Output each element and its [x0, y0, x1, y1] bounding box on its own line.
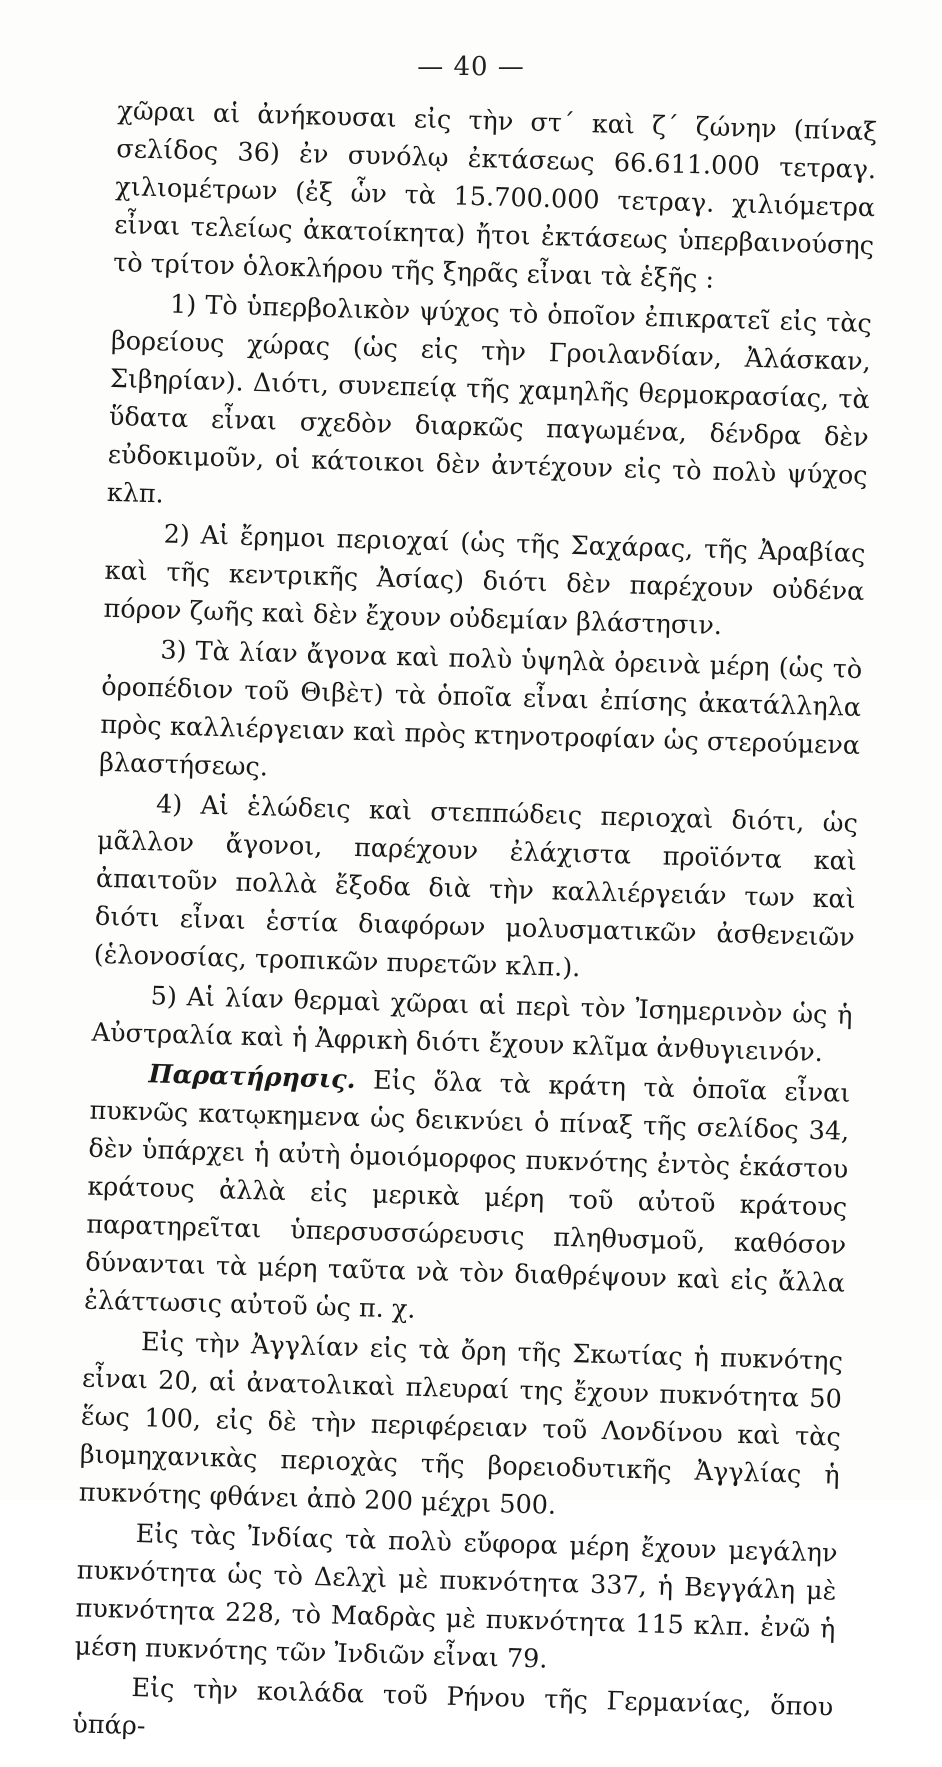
paragraph-item-2: 2) Αἱ ἔρημοι περιοχαί (ὡς τῆς Σαχάρας, τῆς Ἀραβίας καὶ τῆς κεντρικῆς Ἀσίας) διότι δὲν παρέχουν οὐδένα πόρον ζωῆς καὶ δὲν ἔχουν οὐδεμίαν βλάστησιν. — [103, 519, 866, 642]
paragraph-rhine: Εἰς τὴν κοιλάδα τοῦ Ρήνου τῆς Γερμανίας, ὅπου ὑπάρ- — [71, 1673, 834, 1742]
paragraph-continued: χῶραι αἱ ἀνήκουσαι εἰς τὴν στ´ καὶ ζ´ ζώνην (πίναξ σελίδος 36) ἐν συνόλῳ ἐκτάσεως 66.611.000 τετραγ. χιλιομέτρων (ἐξ ὧν τὰ 15.700.000 τετραγ. χιλιόμετρα εἶναι τελείως ἀκατοίκητα) ἤτοι ἐκτάσεως ὑπερβαινούσης τὸ τρίτον ὁλοκλήρου τῆς ξηρᾶς εἶναι τὰ ἑξῆς : — [112, 95, 878, 295]
paragraph-item-5: 5) Αἱ λίαν θερμαὶ χῶραι αἱ περὶ τὸν Ἰσημερινὸν ὡς ἡ Αὐστραλία καὶ ἡ Ἀφρικὴ διότι ἔχουν κλῖμα ἀνθυγιεινόν. — [91, 981, 853, 1069]
page-number: — 40 — — [417, 52, 525, 82]
remark-text: Εἰς ὅλα τὰ κράτη τὰ ὁποῖα εἶναι πυκνῶς κατῳκημενα ὡς δεικνύει ὁ πίναξ τῆς σελίδος 34, δὲν ὑπάρχει ἡ αὐτὴ ὁμοιόμορφος πυκνότης ἐντὸς ἑκάστου κράτους ἀλλὰ εἰς μερικὰ μέρη τοῦ αὐτοῦ κράτους παρατηρεῖται ὑπερσυσσώρευσις πληθυσμοῦ, καθόσον δύνανται τὰ μέρη ταῦτα νὰ τὸν διαθρέψουν καὶ εἰς ἄλλα ἐλάττωσις αὐτοῦ ὡς π. χ. — [83, 1065, 851, 1325]
body-text — [72, 92, 878, 1767]
remark-label: Παρατήρησις. — [148, 1059, 356, 1096]
paragraph-item-1: 1) Τὸ ὑπερβολικὸν ψύχος τὸ ὁποῖον ἐπικρατεῖ εἰς τὰς βορείους χώρας (ὡς εἰς τὴν Γροιλανδίαν, Ἀλάσκαν, Σιβηρίαν). Διότι, συνεπείᾳ τῆς χαμηλῆς θερμοκρασίας, τὰ ὕδατα εἶναι σχεδὸν διαρκῶς παγωμένα, δένδρα δὲν εὐδοκιμοῦν, οἱ κάτοικοι δὲν ἀντέχουν εἰς τὸ πολὺ ψύχος κλπ. — [106, 289, 873, 510]
paragraph-item-4: 4) Αἱ ἑλώδεις καὶ στεππώδεις περιοχαὶ διότι, ὡς μᾶλλον ἄγονοι, παρέχουν ἐλάχιστα προϊόντα καὶ ἀπαιτοῦν πολλὰ ἔξοδα διὰ τὴν καλλιέργειάν των καὶ διότι εἶναι ἑστία διαφόρων μολυσματικῶν ἀσθενειῶν (ἑλονοσίας, τροπικῶν πυρετῶν κλπ.). — [93, 789, 859, 984]
paragraph-item-3: 3) Τὰ λίαν ἄγονα καὶ πολὺ ὑψηλὰ ὀρεινὰ μέρη (ὡς τὸ ὀροπέδιον τοῦ Θιβὲτ) τὰ ὁποῖα εἶναι ἐπίσης ἀκατάλληλα πρὸς καλλιέργειαν καὶ πρὸς κτηνοτροφίαν ὡς στερούμενα βλαστήσεως. — [98, 635, 863, 783]
paragraph-india: Εἰς τὰς Ἰνδίας τὰ πολὺ εὔφορα μέρη ἔχουν μεγάλην πυκνότητα ὡς τὸ Δελχὶ μὲ πυκνότητα 337, ἡ Βεγγάλη μὲ πυκνότητα 228, τὸ Μαδρὰς μὲ πυκνότητα 115 κλπ. ἐνῶ ἡ μέση πυκνότης τῶν Ἰνδιῶν εἶναι 79. — [74, 1519, 838, 1675]
paragraph-england: Εἰς τὴν Ἀγγλίαν εἰς τὰ ὄρη τῆς Σκωτίας ἡ πυκνότης εἶναι 20, αἱ ἀνατολικαὶ πλευραί της ἔχουν πυκνότητα 50 ἕως 100, εἰς δὲ τὴν περιφέρειαν τοῦ Λονδίνου καὶ τὰς βιομηχανικὰς περιοχὰς τῆς βορειοδυτικῆς Ἀγγλίας ἡ πυκνότης φθάνει ἀπὸ 200 μέχρι 500. — [78, 1327, 844, 1521]
paragraph-remark — [84, 1054, 851, 1341]
